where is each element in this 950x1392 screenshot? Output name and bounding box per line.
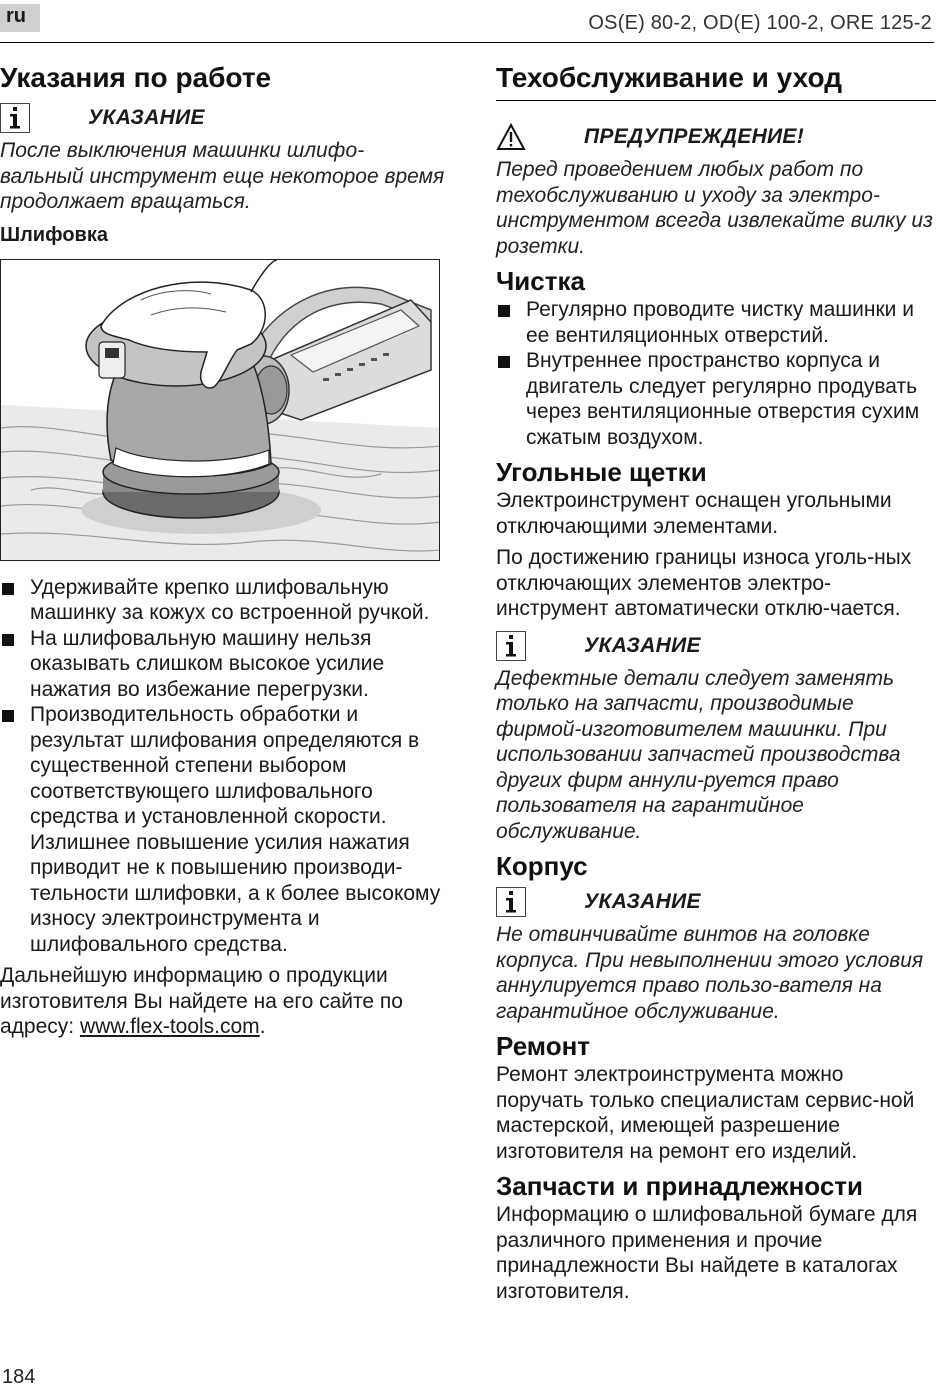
section-title-operation: Указания по работе	[0, 62, 272, 93]
notice-title: УКАЗАНИЕ	[584, 890, 701, 913]
page-header	[0, 0, 934, 43]
list-item: На шлифовальную машину нельзя оказывать слишком высокое усилие нажатия во избежание перегрузки.	[0, 626, 445, 703]
page-number: 184	[2, 1366, 36, 1388]
notice-text: Дефектные детали следует заменять только на запчасти, производимые фирмой-изготовителем машинки. При использовании запчастей производства других фирм аннули-руется право пользователя на гарантийное обслуживание.	[496, 666, 901, 843]
bullet-square-icon	[2, 583, 14, 595]
info-icon	[0, 103, 30, 133]
info-icon	[496, 631, 526, 661]
warning-triangle-icon	[496, 122, 528, 152]
info-paragraph: Дальнейшую информацию о продукции изготовителя Вы найдете на его сайте по адресу: www.flex-tools.com.	[0, 964, 403, 1038]
list-item: Производительность обработки и результат шлифования определяются в существенной степени выбором соответствующего шлифовального средства и установленной скорости. Излишнее повышение усилия нажатия приводит не к повышению производи-тельности шлифовки, а к более высокому износу электроинструмента и шлифовального средства.	[0, 702, 445, 957]
brushes-paragraph-1: Электроинструмент оснащен угольными отключающими элементами.	[496, 489, 892, 538]
right-column	[496, 58, 936, 1310]
section-title-maintenance: Техобслуживание и уход	[496, 62, 842, 93]
notice-title: УКАЗАНИЕ	[584, 633, 701, 657]
heading-housing: Корпус	[496, 851, 588, 881]
notice-title: УКАЗАНИЕ	[88, 106, 205, 129]
parts-paragraph: Информацию о шлифовальной бумаге для различного применения и прочие принадлежности Вы найдете в каталогах изготовителя.	[496, 1203, 918, 1303]
bullet-square-icon	[2, 634, 14, 646]
heading-spare-parts: Запчасти и принадлежности	[496, 1171, 863, 1201]
notice-text: После выключения машинки шлифо-вальный инструмент еще некоторое время продолжает вращаться.	[0, 139, 445, 213]
model-list: OS(E) 80-2, OD(E) 100-2, ORE 125-2	[588, 12, 932, 34]
language-tag: ru	[0, 4, 40, 32]
notice-text: Не отвинчивайте винтов на головке корпуса. При невыполнении этого условия аннулируется право пользо-вателя на гарантийное обслуживание.	[496, 923, 924, 1023]
bullet-square-icon	[2, 710, 14, 722]
warning-header	[496, 119, 936, 155]
warning-title: ПРЕДУПРЕЖДЕНИЕ!	[584, 125, 805, 148]
heading-cleaning: Чистка	[496, 266, 585, 296]
notice-header	[496, 884, 936, 920]
list-item: Внутреннее пространство корпуса и двигатель следует регулярно продувать через вентиляционные отверстия сухим сжатым воздухом.	[496, 348, 936, 450]
bullet-square-icon	[498, 305, 510, 317]
repair-paragraph: Ремонт электроинструмента можно поручать только специалистам сервис-ной мастерской, имеющей разрешение изготовителя на ремонт его изделий.	[496, 1063, 915, 1163]
sanding-bullet-list	[0, 575, 445, 958]
notice-header	[0, 100, 445, 136]
list-item: Удерживайте крепко шлифовальную машинку за кожух со встроенной ручкой.	[0, 575, 445, 626]
subheading-sanding: Шлифовка	[0, 223, 108, 246]
heading-repair: Ремонт	[496, 1031, 591, 1061]
sander-illustration	[0, 259, 440, 561]
left-column	[0, 58, 445, 1046]
bullet-square-icon	[498, 356, 510, 368]
heading-carbon-brushes: Угольные щетки	[496, 457, 707, 487]
info-icon	[496, 887, 526, 917]
list-item: Регулярно проводите чистку машинки и ее вентиляционных отверстий.	[496, 297, 936, 348]
warning-text: Перед проведением любых работ по техобслуживанию и уходу за электро-инструментом всегда извлекайте вилку из розетки.	[496, 158, 933, 258]
brushes-paragraph-2: По достижению границы износа уголь-ных отключающих элементов электро-инструмент автоматически отклю-чается.	[496, 546, 912, 620]
cleaning-bullet-list	[496, 297, 936, 450]
website-link[interactable]: www.flex-tools.com	[79, 1015, 260, 1038]
notice-header	[496, 628, 936, 664]
